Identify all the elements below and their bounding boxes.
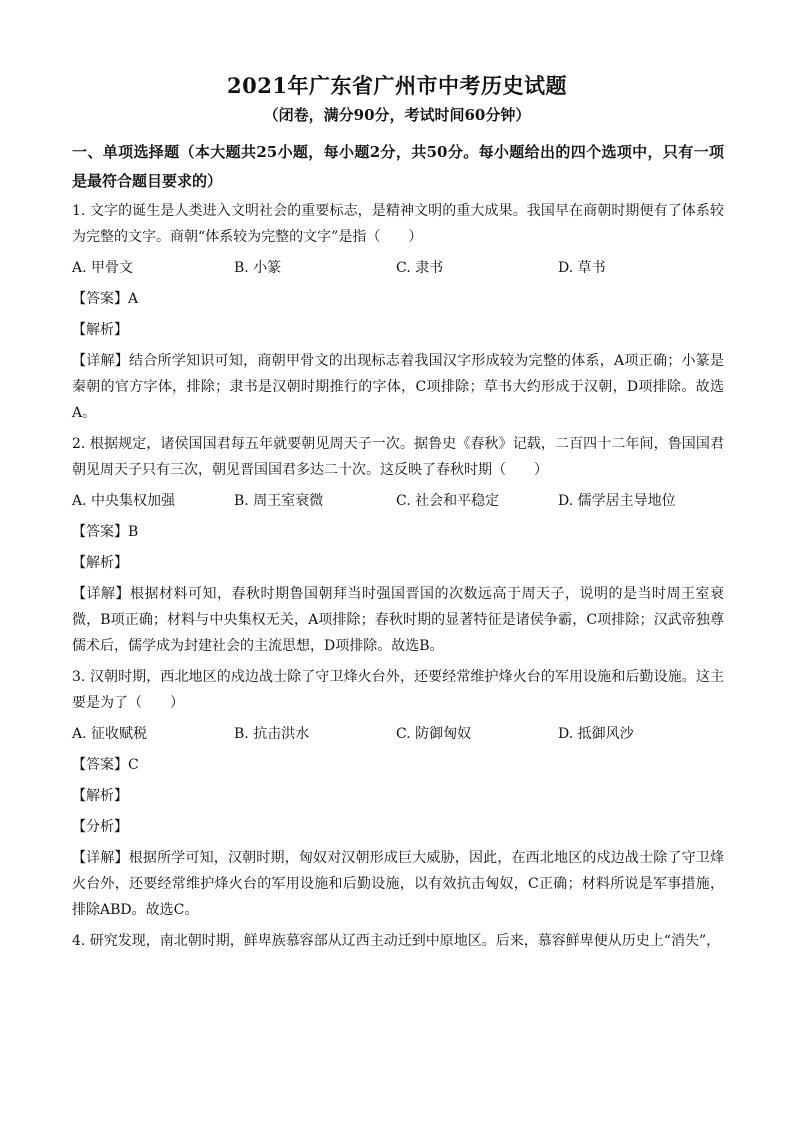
question-3-analysis-label: 【解析】	[72, 788, 128, 804]
question-4-stem: 4. 研究发现，南北朝时期，鲜卑族慕容部从辽西主动迁到中原地区。后来，慕容鲜卑便从历史上“消失”，	[72, 933, 721, 949]
exam-info: （闭卷，满分90分，考试时间60分钟）	[263, 106, 531, 124]
question-3-answer: 【答案】C	[72, 757, 139, 773]
page-title: 2021年广东省广州市中考历史试题	[227, 73, 567, 98]
question-2-stem: 2. 根据规定，诸侯国国君每五年就要朝见周天子一次。据鲁史《春秋》记载，二百四十二年间，鲁国国君朝见周天子只有三次，朝见晋国国君多达二十次。这反映了春秋时期（ ）	[72, 436, 724, 478]
option-b: B. 抗击洪水	[234, 726, 310, 742]
question-3-stem: 3. 汉朝时期，西北地区的戍边战士除了守卫烽火台外，还要经常维护烽火台的军用设施和后勤设施。这主要是为了（ ）	[72, 669, 724, 711]
option-a: A. 征收赋税	[72, 726, 148, 742]
option-d: D. 抵御风沙	[558, 726, 634, 742]
question-1-stem: 1. 文字的诞生是人类进入文明社会的重要标志，是精神文明的重大成果。我国早在商朝时期便有了体系较为完整的文字。商朝“体系较为完整的文字”是指（ ）	[72, 203, 724, 245]
question-3-fenxi-label: 【分析】	[72, 819, 128, 835]
option-b: B. 小篆	[234, 260, 282, 276]
question-2-options	[72, 488, 724, 514]
option-d: D. 儒学居主导地位	[558, 493, 676, 509]
question-1-answer: 【答案】A	[72, 291, 139, 307]
question-1-analysis-label: 【解析】	[72, 322, 128, 338]
section-heading: 一、单项选择题（本大题共25小题，每小题2分，共50分。每小题给出的四个选项中，只有一项是最符合题目要求的）	[72, 143, 724, 190]
question-1-options	[72, 255, 724, 281]
option-d: D. 草书	[558, 260, 606, 276]
question-2-detail: 【详解】根据材料可知，春秋时期鲁国朝拜当时强国晋国的次数远高于周天子，说明的是当时周王室衰微，B项正确；材料与中央集权无关，A项排除；春秋时期的显著特征是诸侯争霸，C项排除；汉武帝独尊儒术后，儒学成为封建社会的主流思想，D项排除。故选B。	[72, 586, 724, 654]
question-3-detail: 【详解】根据所学可知，汉朝时期，匈奴对汉朝形成巨大威胁，因此，在西北地区的戍边战士除了守卫烽火台外，还要经常维护烽火台的军用设施和后勤设施，以有效抗击匈奴，C正确；材料所说是军事措施，排除ABD。故选C。	[72, 850, 724, 918]
question-1-detail: 【详解】结合所学知识可知，商朝甲骨文的出现标志着我国汉字形成较为完整的体系，A项正确；小篆是秦朝的官方字体，排除；隶书是汉朝时期推行的字体，C项排除；草书大约形成于汉朝，D项排除。故选A。	[72, 353, 724, 421]
option-c: C. 社会和平稳定	[396, 493, 500, 509]
question-2-answer: 【答案】B	[72, 524, 139, 540]
document-body	[72, 138, 724, 959]
option-a: A. 中央集权加强	[72, 493, 176, 509]
option-c: C. 隶书	[396, 260, 444, 276]
question-2-analysis-label: 【解析】	[72, 555, 128, 571]
question-3-options	[72, 721, 724, 747]
option-c: C. 防御匈奴	[396, 726, 472, 742]
option-b: B. 周王室衰微	[234, 493, 324, 509]
option-a: A. 甲骨文	[72, 260, 134, 276]
